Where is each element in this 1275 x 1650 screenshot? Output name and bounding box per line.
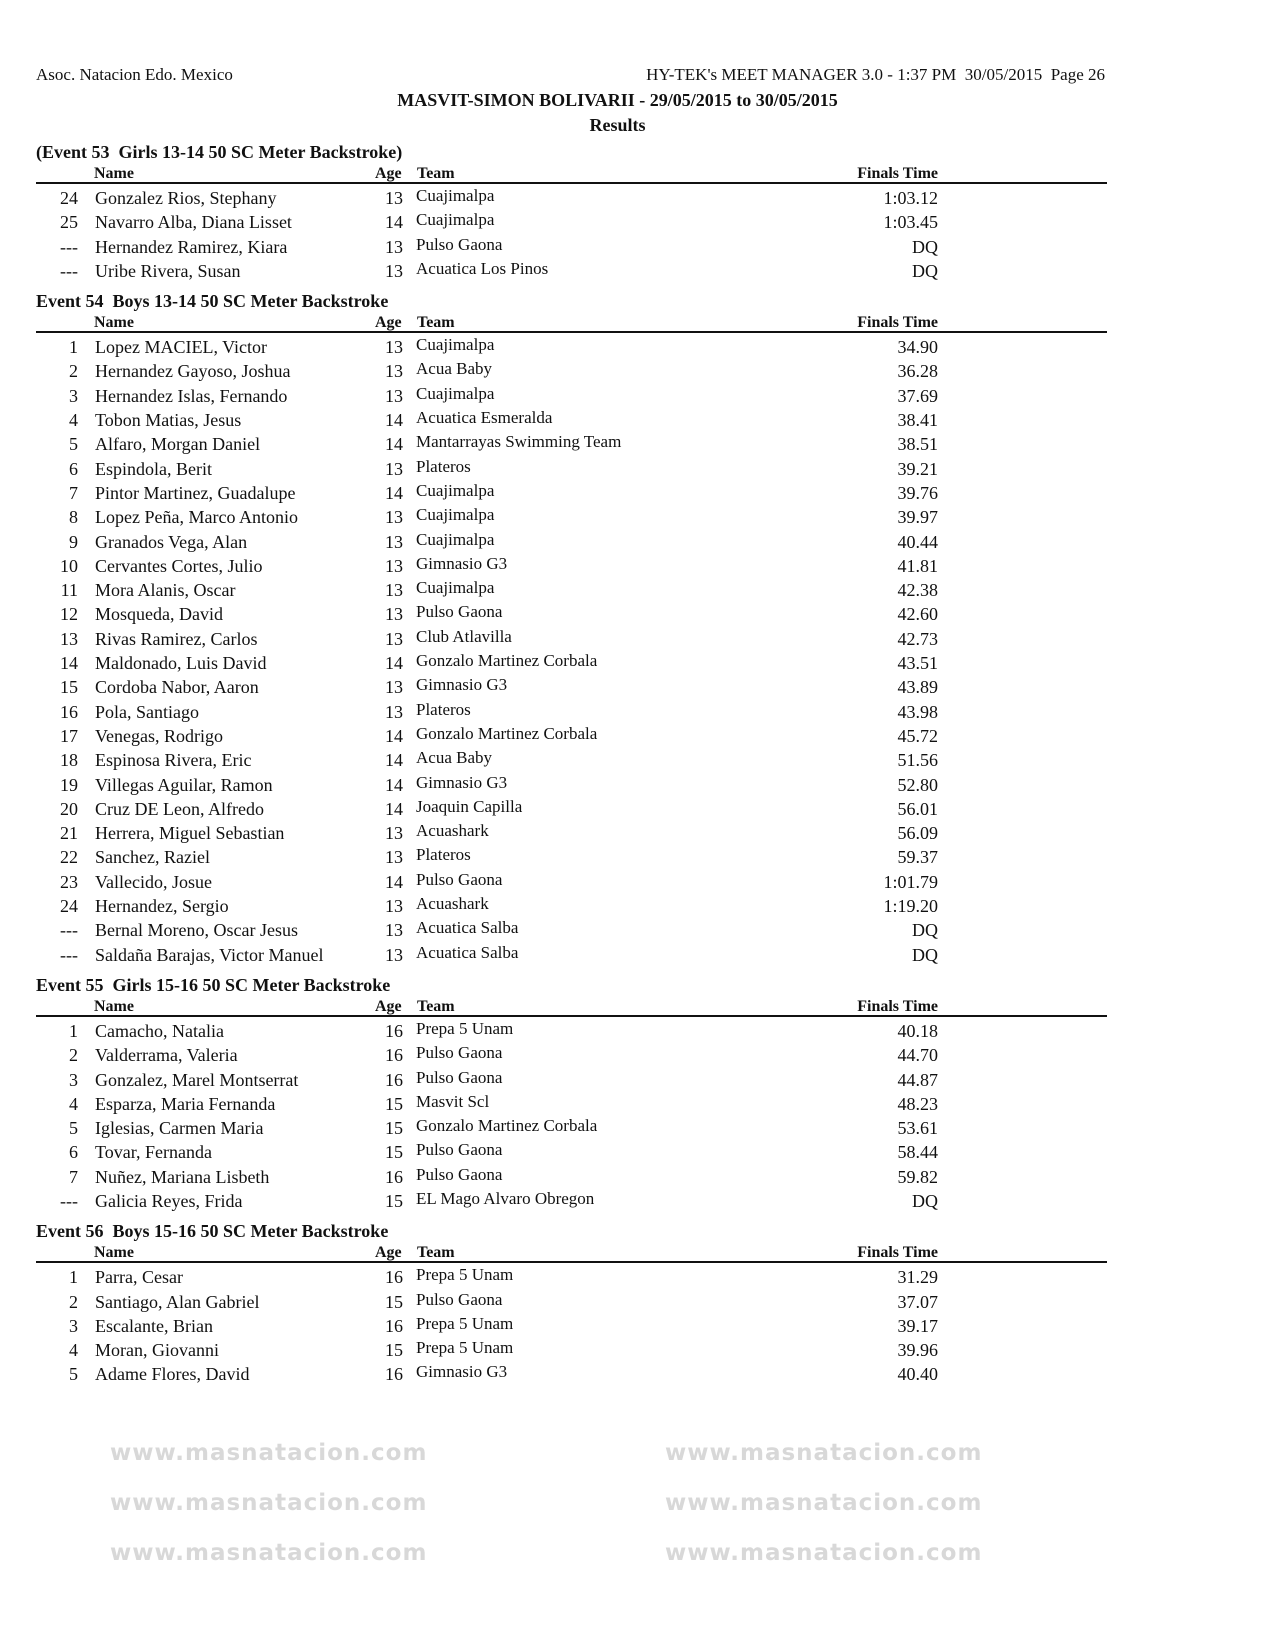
finals-time: 43.51: [897, 653, 938, 674]
swimmer-name: Pola, Santiago: [95, 701, 199, 722]
age: 14: [385, 410, 403, 431]
age: 15: [385, 1118, 403, 1139]
swimmer-name: Herrera, Miguel Sebastian: [95, 823, 285, 844]
finals-time: DQ: [912, 260, 938, 281]
age: 15: [385, 1340, 403, 1361]
swimmer-name: Moran, Giovanni: [95, 1340, 219, 1361]
team: Acuatica Esmeralda: [416, 408, 553, 428]
age: 15: [385, 1190, 403, 1211]
table-row: [36, 943, 1107, 967]
team: Acuatica Salba: [416, 918, 519, 938]
place: 5: [69, 1364, 78, 1385]
table-row: [36, 797, 1107, 821]
event-title: Event 55 Girls 15-16 50 SC Meter Backstroke: [36, 974, 391, 995]
age: 15: [385, 1093, 403, 1114]
column-header: [36, 313, 1107, 333]
team: Plateros: [416, 845, 471, 865]
team: Pulso Gaona: [416, 1043, 503, 1063]
team: Prepa 5 Unam: [416, 1018, 514, 1038]
finals-time: 1:03.45: [883, 212, 938, 233]
column-header: [36, 164, 1107, 184]
swimmer-name: Iglesias, Carmen Maria: [95, 1118, 264, 1139]
swimmer-name: Rivas Ramirez, Carlos: [95, 628, 258, 649]
column-finals-time: Finals Time: [857, 165, 938, 182]
place: 2: [69, 1291, 78, 1312]
column-header: [36, 997, 1107, 1017]
place: 21: [60, 823, 78, 844]
column-name: Name: [94, 1244, 134, 1262]
finals-time: 44.87: [897, 1069, 938, 1090]
event-section: [36, 140, 1107, 283]
finals-time: 39.97: [897, 507, 938, 528]
table-row: [36, 408, 1107, 432]
team: Cuajimalpa: [416, 505, 495, 525]
column-team: Team: [417, 1244, 455, 1262]
team: Cuajimalpa: [416, 480, 495, 500]
swimmer-name: Hernandez, Sergio: [95, 896, 229, 917]
swimmer-name: Gonzalez Rios, Stephany: [95, 188, 277, 208]
age: 13: [385, 628, 403, 649]
age: 13: [385, 458, 403, 479]
finals-time: 1:01.79: [883, 871, 938, 892]
table-row: [36, 530, 1107, 554]
age: 16: [385, 1069, 403, 1090]
swimmer-name: Esparza, Maria Fernanda: [95, 1093, 276, 1114]
watermark: www.masnatacion.com: [665, 1490, 983, 1516]
place: 5: [69, 434, 78, 455]
age: 14: [385, 434, 403, 455]
column-age: Age: [375, 314, 402, 332]
finals-time: 39.17: [897, 1315, 938, 1336]
finals-time: 39.76: [897, 482, 938, 503]
table-row: [36, 1265, 1107, 1289]
age: 13: [385, 555, 403, 576]
age: 13: [385, 337, 403, 358]
team: Acuatica Salba: [416, 942, 519, 962]
column-team: Team: [417, 997, 455, 1015]
finals-time: 40.18: [897, 1020, 938, 1041]
swimmer-name: Villegas Aguilar, Ramon: [95, 774, 273, 795]
column-finals-time: Finals Time: [857, 314, 938, 332]
table-row: [36, 505, 1107, 529]
results-heading: Results: [589, 115, 646, 135]
swimmer-name: Bernal Moreno, Oscar Jesus: [95, 920, 298, 941]
table-row: [36, 918, 1107, 942]
swimmer-name: Cruz DE Leon, Alfredo: [95, 798, 264, 819]
finals-time: 38.51: [897, 434, 938, 455]
column-name: Name: [94, 997, 134, 1015]
finals-time: DQ: [912, 236, 938, 257]
team: Acuashark: [416, 894, 489, 914]
age: 15: [385, 1142, 403, 1163]
table-row: [36, 1043, 1107, 1067]
place: ---: [60, 260, 78, 281]
table-row: [36, 602, 1107, 626]
table-row: [36, 1140, 1107, 1164]
team: Prepa 5 Unam: [416, 1265, 514, 1285]
swimmer-name: Pintor Martinez, Guadalupe: [95, 482, 296, 503]
table-row: [36, 359, 1107, 383]
table-row: [36, 773, 1107, 797]
place: 1: [69, 1267, 78, 1288]
age: 14: [385, 774, 403, 795]
table-row: [36, 554, 1107, 578]
finals-time: 56.01: [897, 798, 938, 819]
team: Cuajimalpa: [416, 335, 495, 355]
team: Pulso Gaona: [416, 1289, 503, 1309]
age: 13: [385, 920, 403, 941]
finals-time: 42.38: [897, 580, 938, 601]
swimmer-name: Lopez MACIEL, Victor: [95, 337, 268, 358]
place: 23: [60, 871, 78, 892]
swimmer-name: Cervantes Cortes, Julio: [95, 555, 263, 576]
age: 13: [385, 507, 403, 528]
finals-time: 53.61: [897, 1118, 938, 1139]
place: ---: [60, 944, 78, 965]
age: 16: [385, 1166, 403, 1187]
place: 4: [69, 410, 78, 431]
age: 13: [385, 236, 403, 257]
table-row: [36, 1290, 1107, 1314]
team: Gonzalo Martinez Corbala: [416, 723, 598, 743]
table-row: [36, 457, 1107, 481]
finals-time: DQ: [912, 920, 938, 941]
age: 13: [385, 701, 403, 722]
team: Acua Baby: [416, 748, 493, 768]
finals-time: 42.60: [897, 604, 938, 625]
team: Pulso Gaona: [416, 234, 503, 254]
age: 14: [385, 653, 403, 674]
finals-time: 41.81: [897, 555, 938, 576]
finals-time: 37.69: [897, 385, 938, 406]
place: 22: [60, 847, 78, 868]
place: 16: [60, 701, 78, 722]
team: Pulso Gaona: [416, 1140, 503, 1160]
team: Cuajimalpa: [416, 578, 495, 598]
swimmer-name: Granados Vega, Alan: [95, 531, 248, 552]
table-row: [36, 235, 1107, 259]
event-section: [36, 289, 1107, 967]
finals-time: 36.28: [897, 361, 938, 382]
age: 13: [385, 847, 403, 868]
age: 13: [385, 944, 403, 965]
age: 16: [385, 1315, 403, 1336]
swimmer-name: Mosqueda, David: [95, 604, 223, 625]
swimmer-name: Santiago, Alan Gabriel: [95, 1291, 260, 1312]
table-row: [36, 821, 1107, 845]
column-name: Name: [94, 314, 134, 332]
team: Cuajimalpa: [416, 186, 495, 205]
place: 1: [69, 1020, 78, 1041]
table-row: [36, 481, 1107, 505]
place: 3: [69, 1315, 78, 1336]
finals-time: 34.90: [897, 337, 938, 358]
team: Pulso Gaona: [416, 869, 503, 889]
place: 4: [69, 1340, 78, 1361]
age: 13: [385, 385, 403, 406]
table-row: [36, 384, 1107, 408]
swimmer-name: Espindola, Berit: [95, 458, 212, 479]
table-row: [36, 1092, 1107, 1116]
age: 14: [385, 798, 403, 819]
column-team: Team: [417, 314, 455, 332]
age: 14: [385, 750, 403, 771]
age: 13: [385, 580, 403, 601]
place: 15: [60, 677, 78, 698]
finals-time: 52.80: [897, 774, 938, 795]
software-page-info: HY-TEK's MEET MANAGER 3.0 - 1:37 PM 30/05/2015 Page 26: [646, 65, 1105, 84]
column-team: Team: [417, 165, 455, 182]
table-row: [36, 651, 1107, 675]
swimmer-name: Navarro Alba, Diana Lisset: [95, 212, 292, 233]
finals-time: 58.44: [897, 1142, 938, 1163]
swimmer-name: Vallecido, Josue: [95, 871, 212, 892]
finals-time: 40.40: [897, 1364, 938, 1385]
age: 13: [385, 896, 403, 917]
team: Club Atlavilla: [416, 626, 512, 646]
finals-time: 39.96: [897, 1340, 938, 1361]
place: 20: [60, 798, 78, 819]
place: 12: [60, 604, 78, 625]
swimmer-name: Hernandez Islas, Fernando: [95, 385, 288, 406]
place: 3: [69, 1069, 78, 1090]
place: 7: [69, 1166, 78, 1187]
team: Plateros: [416, 456, 471, 476]
age: 14: [385, 212, 403, 233]
meet-title: MASVIT-SIMON BOLIVARII - 29/05/2015 to 30/05/2015: [397, 90, 838, 110]
table-row: [36, 259, 1107, 283]
finals-time: 48.23: [897, 1093, 938, 1114]
team: Cuajimalpa: [416, 529, 495, 549]
place: 6: [69, 458, 78, 479]
swimmer-name: Tovar, Fernanda: [95, 1142, 212, 1163]
column-age: Age: [375, 165, 402, 182]
place: 3: [69, 385, 78, 406]
finals-time: 59.82: [897, 1166, 938, 1187]
team: Gonzalo Martinez Corbala: [416, 651, 598, 671]
table-row: [36, 210, 1107, 234]
place: 4: [69, 1093, 78, 1114]
column-name: Name: [94, 165, 134, 182]
team: Gimnasio G3: [416, 675, 508, 695]
place: ---: [60, 236, 78, 257]
age: 14: [385, 725, 403, 746]
swimmer-name: Nuñez, Mariana Lisbeth: [95, 1166, 270, 1187]
team: Gimnasio G3: [416, 772, 508, 792]
team: Gimnasio G3: [416, 553, 508, 573]
age: 16: [385, 1364, 403, 1385]
table-row: [36, 748, 1107, 772]
event-title: (Event 53 Girls 13-14 50 SC Meter Backstroke): [36, 142, 403, 162]
table-row: [36, 186, 1107, 210]
column-age: Age: [375, 997, 402, 1015]
place: 9: [69, 531, 78, 552]
finals-time: 56.09: [897, 823, 938, 844]
team: Cuajimalpa: [416, 210, 495, 230]
team: Gimnasio G3: [416, 1362, 508, 1382]
event-title: Event 56 Boys 15-16 50 SC Meter Backstroke: [36, 1221, 389, 1242]
swimmer-name: Escalante, Brian: [95, 1315, 213, 1336]
table-row: [36, 1338, 1107, 1362]
event-section: [36, 973, 1107, 1213]
swimmer-name: Hernandez Ramirez, Kiara: [95, 236, 288, 257]
swimmer-name: Parra, Cesar: [95, 1267, 183, 1288]
table-row: [36, 894, 1107, 918]
table-row: [36, 1068, 1107, 1092]
finals-time: DQ: [912, 944, 938, 965]
finals-time: 44.70: [897, 1045, 938, 1066]
place: 2: [69, 1045, 78, 1066]
team: Masvit Scl: [416, 1091, 490, 1111]
column-header: [36, 1243, 1107, 1263]
column-age: Age: [375, 1244, 402, 1262]
place: 5: [69, 1118, 78, 1139]
swimmer-name: Uribe Rivera, Susan: [95, 260, 241, 281]
place: 25: [60, 212, 78, 233]
place: 11: [60, 580, 78, 601]
place: 24: [60, 896, 78, 917]
place: ---: [60, 920, 78, 941]
team: Pulso Gaona: [416, 1164, 503, 1184]
watermark: www.masnatacion.com: [110, 1440, 428, 1466]
table-row: [36, 578, 1107, 602]
finals-time: DQ: [912, 1190, 938, 1211]
age: 16: [385, 1045, 403, 1066]
swimmer-name: Camacho, Natalia: [95, 1020, 224, 1041]
team: Cuajimalpa: [416, 383, 495, 403]
team: Mantarrayas Swimming Team: [416, 432, 622, 452]
swimmer-name: Alfaro, Morgan Daniel: [95, 434, 261, 455]
event-section: [36, 1219, 1107, 1386]
age: 13: [385, 823, 403, 844]
watermark: www.masnatacion.com: [110, 1490, 428, 1516]
table-row: [36, 1189, 1107, 1213]
place: 7: [69, 482, 78, 503]
team: Pulso Gaona: [416, 1067, 503, 1087]
swimmer-name: Sanchez, Raziel: [95, 847, 210, 868]
place: 17: [60, 725, 78, 746]
finals-time: 39.21: [897, 458, 938, 479]
column-finals-time: Finals Time: [857, 997, 938, 1015]
column-finals-time: Finals Time: [857, 1244, 938, 1262]
table-row: [36, 1314, 1107, 1338]
event-title: Event 54 Boys 13-14 50 SC Meter Backstroke: [36, 291, 389, 312]
age: 13: [385, 188, 403, 208]
watermark: www.masnatacion.com: [110, 1540, 428, 1566]
finals-time: 43.98: [897, 701, 938, 722]
swimmer-name: Adame Flores, David: [95, 1364, 250, 1385]
team: Gonzalo Martinez Corbala: [416, 1116, 598, 1136]
age: 13: [385, 604, 403, 625]
place: 8: [69, 507, 78, 528]
table-row: [36, 627, 1107, 651]
table-row: [36, 724, 1107, 748]
finals-time: 40.44: [897, 531, 938, 552]
age: 16: [385, 1020, 403, 1041]
team: Acua Baby: [416, 359, 493, 379]
team: Prepa 5 Unam: [416, 1313, 514, 1333]
finals-time: 51.56: [897, 750, 938, 771]
finals-time: 59.37: [897, 847, 938, 868]
table-row: [36, 432, 1107, 456]
table-row: [36, 845, 1107, 869]
finals-time: 37.07: [897, 1291, 938, 1312]
age: 13: [385, 361, 403, 382]
place: 13: [60, 628, 78, 649]
table-row: [36, 1362, 1107, 1386]
age: 13: [385, 531, 403, 552]
swimmer-name: Saldaña Barajas, Victor Manuel: [95, 944, 324, 965]
table-row: [36, 1165, 1107, 1189]
swimmer-name: Hernandez Gayoso, Joshua: [95, 361, 291, 382]
swimmer-name: Lopez Peña, Marco Antonio: [95, 507, 298, 528]
finals-time: 1:19.20: [883, 896, 938, 917]
swimmer-name: Cordoba Nabor, Aaron: [95, 677, 259, 698]
place: 19: [60, 774, 78, 795]
finals-time: 42.73: [897, 628, 938, 649]
team: Acuashark: [416, 821, 489, 841]
place: 2: [69, 361, 78, 382]
finals-time: 45.72: [897, 725, 938, 746]
swimmer-name: Galicia Reyes, Frida: [95, 1190, 243, 1211]
place: 1: [69, 337, 78, 358]
swimmer-name: Gonzalez, Marel Montserrat: [95, 1069, 299, 1090]
age: 16: [385, 1267, 403, 1288]
finals-time: 1:03.12: [883, 188, 938, 208]
table-row: [36, 675, 1107, 699]
results-list: [36, 140, 1107, 1393]
place: 18: [60, 750, 78, 771]
swimmer-name: Tobon Matias, Jesus: [95, 410, 242, 431]
team: EL Mago Alvaro Obregon: [416, 1188, 595, 1208]
table-row: [36, 1116, 1107, 1140]
swimmer-name: Mora Alanis, Oscar: [95, 580, 236, 601]
place: ---: [60, 1190, 78, 1211]
table-row: [36, 870, 1107, 894]
place: 14: [60, 653, 78, 674]
age: 13: [385, 260, 403, 281]
age: 13: [385, 677, 403, 698]
swimmer-name: Espinosa Rivera, Eric: [95, 750, 252, 771]
place: 24: [60, 188, 78, 208]
table-row: [36, 335, 1107, 359]
watermark: www.masnatacion.com: [665, 1440, 983, 1466]
place: 6: [69, 1142, 78, 1163]
swimmer-name: Maldonado, Luis David: [95, 653, 267, 674]
table-row: [36, 1019, 1107, 1043]
age: 14: [385, 871, 403, 892]
table-row: [36, 700, 1107, 724]
team: Joaquin Capilla: [416, 796, 523, 816]
finals-time: 43.89: [897, 677, 938, 698]
swimmer-name: Valderrama, Valeria: [95, 1045, 238, 1066]
organization-name: Asoc. Natacion Edo. Mexico: [36, 65, 233, 84]
team: Pulso Gaona: [416, 602, 503, 622]
finals-time: 38.41: [897, 410, 938, 431]
watermark: www.masnatacion.com: [665, 1540, 983, 1566]
team: Plateros: [416, 699, 471, 719]
finals-time: 31.29: [897, 1267, 938, 1288]
place: 10: [60, 555, 78, 576]
age: 15: [385, 1291, 403, 1312]
swimmer-name: Venegas, Rodrigo: [95, 725, 223, 746]
team: Prepa 5 Unam: [416, 1338, 514, 1358]
age: 14: [385, 482, 403, 503]
team: Acuatica Los Pinos: [416, 258, 549, 278]
